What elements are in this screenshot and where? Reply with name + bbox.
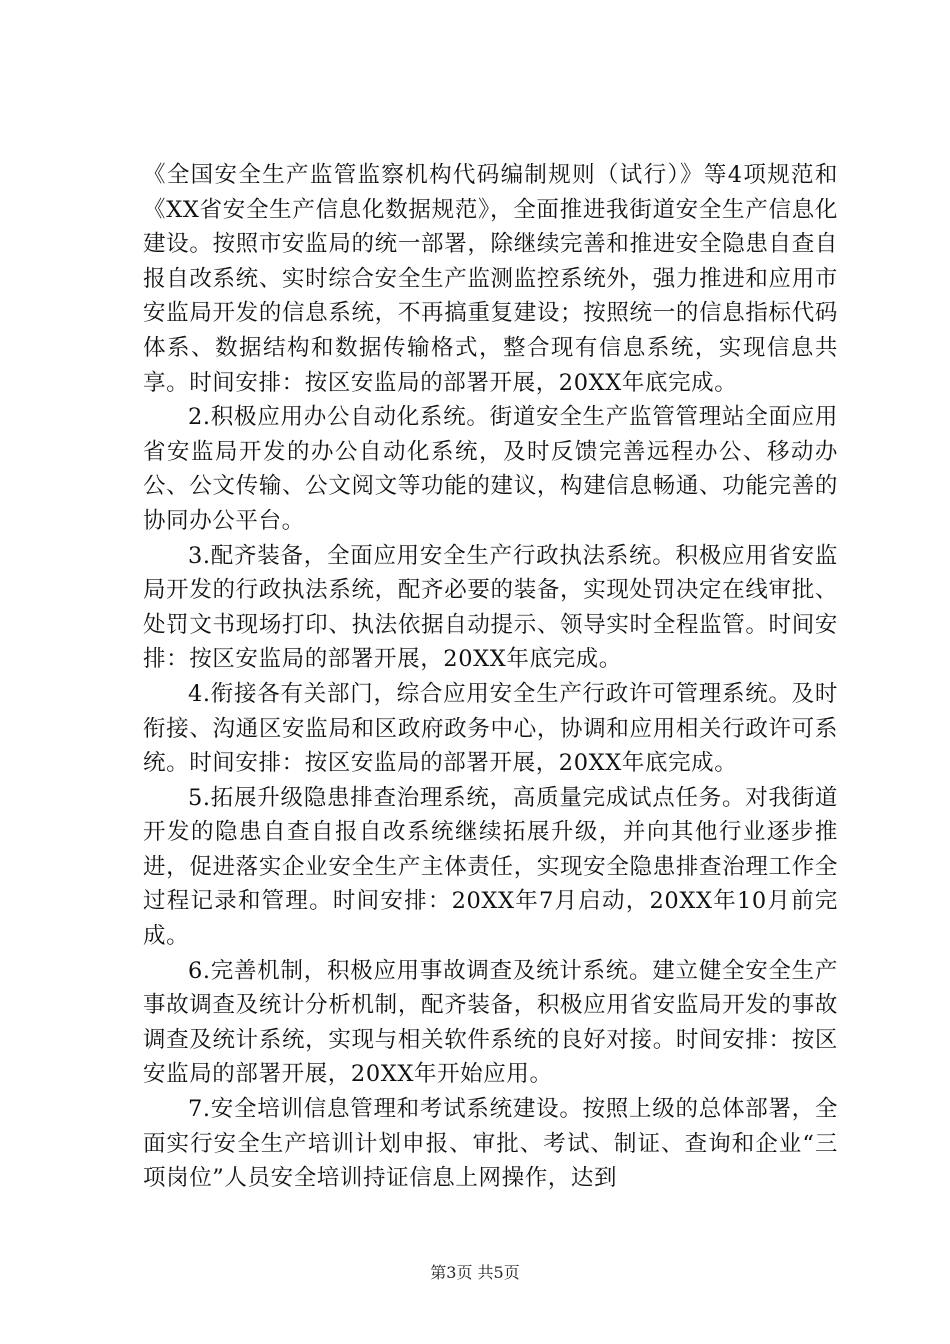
paragraph-item-4: 4.衔接各有关部门，综合应用安全生产行政许可管理系统。及时衔接、沟通区安监局和区政府政务中心，协调和应用相关行政许可系统。时间安排：按区安监局的部署开展，20XX年底完成。 (143, 680, 838, 777)
paragraph-item-2: 2.积极应用办公自动化系统。街道安全生产监管管理站全面应用省安监局开发的办公自动化系统，及时反馈完善远程办公、移动办公、公文传输、公文阅文等功能的建议，构建信息畅通、功能完善的协同办公平台。 (143, 404, 838, 534)
page-number-footer: 第3页 共5页 (430, 1263, 520, 1282)
paragraph-item-3: 3.配齐装备，全面应用安全生产行政执法系统。积极应用省安监局开发的行政执法系统，配齐必要的装备，实现处罚决定在线审批、处罚文书现场打印、执法依据自动提示、领导实时全程监管。时间安排：按区安监局的部署开展，20XX年底完成。 (143, 542, 838, 673)
paragraph-item-5: 5.拓展升级隐患排查治理系统，高质量完成试点任务。对我街道开发的隐患自查自报自改系统继续拓展升级，并向其他行业逐步推进，促进落实企业安全生产主体责任，实现安全隐患排查治理工作全过程记录和管理。时间安排：20XX年7月启动，20XX年10月前完成。 (143, 784, 838, 950)
paragraph-item-6: 6.完善机制，积极应用事故调查及统计系统。建立健全安全生产事故调查及统计分析机制，配齐装备，积极应用省安监局开发的事故调查及统计系统，实现与相关软件系统的良好对接。时间安排：按区安监局的部署开展，20XX年开始应用。 (143, 957, 838, 1088)
document-body (143, 158, 838, 1196)
paragraph-item-7: 7.安全培训信息管理和考试系统建设。按照上级的总体部署，全面实行安全生产培训计划申报、审批、考试、制证、查询和企业“三项岗位”人员安全培训持证信息上网操作，达到 (143, 1096, 838, 1192)
paragraph-continuation: 《全国安全生产监管监察机构代码编制规则（试行）》等4项规范和《XX省安全生产信息化数据规范》，全面推进我街道安全生产信息化建设。按照市安监局的统一部署，除继续完善和推进安全隐患自查自报自改系统、实时综合安全生产监测监控系统外，强力推进和应用市安监局开发的信息系统，不再搞重复建设；按照统一的信息指标代码体系、数据结构和数据传输格式，整合现有信息系统，实现信息共享。时间安排：按区安监局的部署开展，20XX年底完成。 (143, 162, 838, 396)
